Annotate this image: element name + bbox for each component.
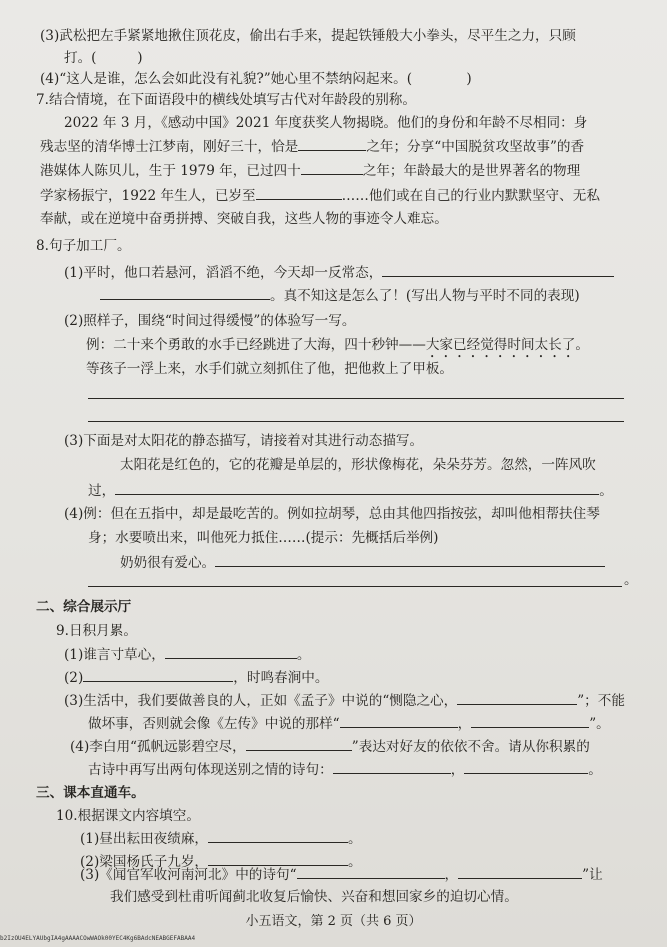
q7-blank-thirty[interactable]: [298, 137, 366, 151]
q9-item3-blank-b[interactable]: [340, 714, 458, 728]
q9-item4-blank-b[interactable]: [333, 760, 451, 774]
q8-title: 8.句子加工厂。: [36, 238, 131, 254]
q6-item3-line2: 打。( ): [64, 50, 143, 66]
q9-title: 9.日积月累。: [56, 623, 137, 639]
q8-s2-example-line2: 等孩子一浮上来，水手们就立刻抓住了他，把他救上了甲板。: [86, 361, 454, 377]
q8-s4-blank-a[interactable]: [215, 553, 605, 567]
q8-s4-line2: 身；水要喷出来，叫他死力抵住……(提示：先概括后举例): [88, 530, 439, 546]
q8-s1-line2: 。真不知这是怎么了！(写出人物与平时不同的表现): [100, 286, 580, 305]
q8-s1-blank-b[interactable]: [100, 286, 270, 300]
q6-item3-line1: (3)武松把左手紧紧地揪住顶花皮，偷出右手来，提起铁锤般大小拳头，尽平生之力，只顾: [40, 28, 576, 44]
q9-item3-line1: (3)生活中，我们要做善良的人，正如《孟子》中说的“恻隐之心， ”；不能: [64, 693, 625, 709]
q8-s4-line3: 奶奶很有爱心。: [120, 553, 605, 572]
q9-item2: (2) ，时鸣春涧中。: [64, 670, 329, 686]
q9-item1-blank[interactable]: [165, 645, 297, 659]
q8-s3-line2: 过， 。: [88, 483, 613, 499]
q9-item4-line2: 古诗中再写出两句体现送别之情的诗句： ， 。: [88, 762, 602, 778]
q8-s2-title: (2)照样子，围绕“时间过得缓慢”的体验写一写。: [64, 313, 356, 329]
q10-title: 10.根据课文内容填空。: [56, 808, 200, 824]
q8-s3-title: (3)下面是对太阳花的静态描写，请接着对其进行动态描写。: [64, 433, 424, 449]
q10-item3-line1: (3)《闻官军收河南河北》中的诗句“ ， ”让: [80, 867, 603, 883]
q7-blank-age[interactable]: [256, 186, 342, 200]
q8-s3-line1: 太阳花是红色的，它的花瓣是单层的，形状像梅花，朵朵芬芳。忽然，一阵风吹: [120, 457, 596, 473]
q10-item1-blank[interactable]: [208, 829, 348, 843]
q8-s2-answer-line-1[interactable]: [88, 398, 624, 399]
q8-s1-line1: (1)平时，他口若悬河，滔滔不绝，今天却一反常态，: [64, 263, 614, 282]
section-2-title: 二、综合展示厅: [36, 599, 132, 615]
q10-item3-line2: 我们感受到杜甫听闻蓟北收复后愉快、兴奋和想回家乡的迫切心情。: [110, 889, 518, 905]
q10-item2: (2)梁国杨氏子九岁， 。: [80, 854, 362, 870]
q7-line3: 港媒体人陈贝儿，生于 1979 年，已过四十 之年；年龄最大的是世界著名的物理: [40, 163, 581, 179]
q10-item1: (1)昼出耘田夜绩麻， 。: [80, 831, 362, 847]
q10-item2-blank[interactable]: [208, 852, 348, 866]
q10-item3-blank-a[interactable]: [297, 865, 445, 879]
page-footer: 小五语文，第 2 页（共 6 页）: [245, 914, 422, 929]
q8-s4-end: 。: [624, 572, 638, 588]
q8-s2-example-line1: 例：二十来个勇敢的水手已经跳进了大海，四十秒钟——大家已经觉得时间太长了。: [86, 337, 589, 353]
watermark-code: b2IzOU4ELYAUbgIA4gAAAACOwWAOk00YEC4Kg6BAdcNEABGEFABAA4: [0, 935, 196, 942]
section-3-title: 三、课本直通车。: [36, 785, 145, 801]
q7-title: 7.结合情境，在下面语段中的横线处填写古代对年龄段的别称。: [36, 92, 416, 108]
q9-item3-blank-c[interactable]: [471, 714, 589, 728]
q8-s1-blank-a[interactable]: [382, 263, 614, 277]
q7-line2: 残志坚的清华博士江梦南，刚好三十，恰是 之年；分享“中国脱贫攻坚故事”的香: [40, 139, 585, 155]
q9-item3-line2: 做坏事，否则就会像《左传》中说的那样“ ， ”。: [88, 716, 610, 732]
q8-s3-blank[interactable]: [115, 481, 599, 495]
q8-s2-answer-line-2[interactable]: [88, 421, 624, 422]
q7-line1: 2022 年 3 月，《感动中国》2021 年度获奖人物揭晓。他们的身份和年龄不尽相同：身: [64, 115, 588, 131]
q10-item3-blank-b[interactable]: [458, 865, 582, 879]
q6-item4: (4)“这人是谁，怎么会如此没有礼貌?”她心里不禁纳闷起来。( ): [40, 71, 472, 87]
q8-s4-blank-b[interactable]: [88, 586, 622, 587]
q9-item2-blank[interactable]: [83, 668, 233, 682]
q7-line5: 奉献，或在逆境中奋勇拼搏、突破自我，这些人物的事迹令人难忘。: [40, 211, 448, 227]
q7-blank-forty[interactable]: [301, 161, 363, 175]
q9-item1: (1)谁言寸草心， 。: [64, 647, 311, 663]
q7-line4: 学家杨振宁，1922 年生人，已岁至 ……他们或在自己的行业内默默坚守、无私: [40, 188, 600, 204]
q9-item4-blank-c[interactable]: [464, 760, 588, 774]
q8-s4-line1: (4)例：但在五指中，却是最吃苦的。例如拉胡琴，总由其他四指按弦，却叫他相帮扶住琴: [64, 506, 600, 522]
q9-item4-blank-a[interactable]: [246, 737, 352, 751]
q9-item4-line1: (4)李白用“孤帆远影碧空尽， ”表达对好友的依依不舍。请从你积累的: [70, 739, 590, 755]
q9-item3-blank-a[interactable]: [457, 691, 577, 705]
